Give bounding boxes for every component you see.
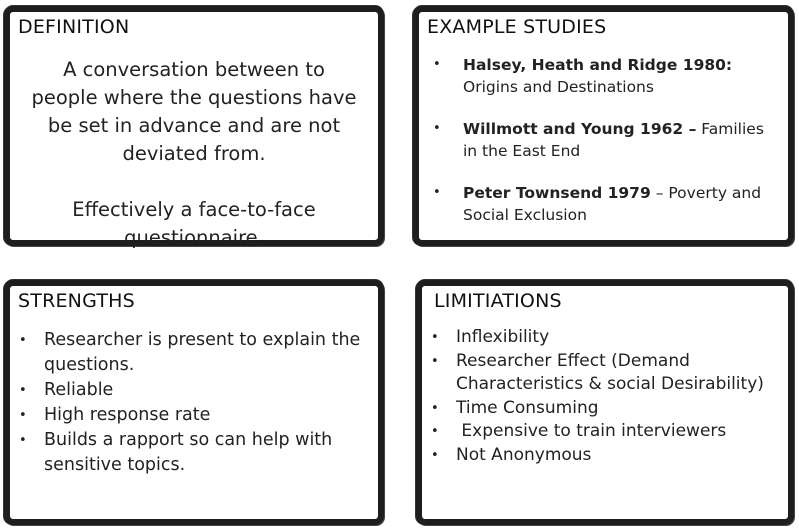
list-item: • Builds a rapport so can help with sensitive topics. [16, 428, 370, 478]
list-item: • Researcher is present to explain the questions. [16, 328, 370, 378]
list-item: • Inflexibility [428, 326, 780, 350]
study-name: Willmott and Young 1962 – [463, 120, 697, 138]
example-studies-title: EXAMPLE STUDIES [427, 16, 607, 38]
list-item: • Reliable [16, 378, 370, 403]
study-description: Origins and Destinations [463, 78, 654, 96]
study-description: Families in the East End [463, 120, 764, 160]
limitations-list [428, 326, 780, 467]
study-item [429, 118, 782, 162]
study-description: – Poverty and Social Exclusion [463, 184, 762, 224]
definition-body [10, 56, 378, 252]
example-studies-card [413, 6, 794, 246]
list-item: • Time Consuming [428, 397, 780, 421]
study-name: Halsey, Heath and Ridge 1980: [463, 56, 733, 74]
strengths-list [16, 328, 370, 478]
study-item [429, 182, 782, 226]
definition-text: A conversation between to people where the questions have be set in advance and are not deviated from. [31, 58, 357, 165]
study-name: Peter Townsend 1979 [463, 184, 651, 202]
list-item: • Researcher Effect (Demand Characteristics & social Desirability) [428, 350, 780, 397]
example-studies-list [429, 54, 782, 246]
limitations-card [416, 280, 794, 525]
list-item: • Expensive to train interviewers [428, 420, 780, 444]
list-item: • Not Anonymous [428, 444, 780, 468]
list-item: • High response rate [16, 403, 370, 428]
definition-summary: Effectively a face-to-face questionnaire. [72, 198, 316, 249]
definition-title: DEFINITION [18, 16, 130, 38]
limitations-title: LIMITIATIONS [434, 290, 562, 312]
strengths-card [4, 280, 384, 525]
strengths-title: STRENGTHS [18, 290, 135, 312]
study-item [429, 54, 782, 98]
definition-card [4, 6, 384, 249]
